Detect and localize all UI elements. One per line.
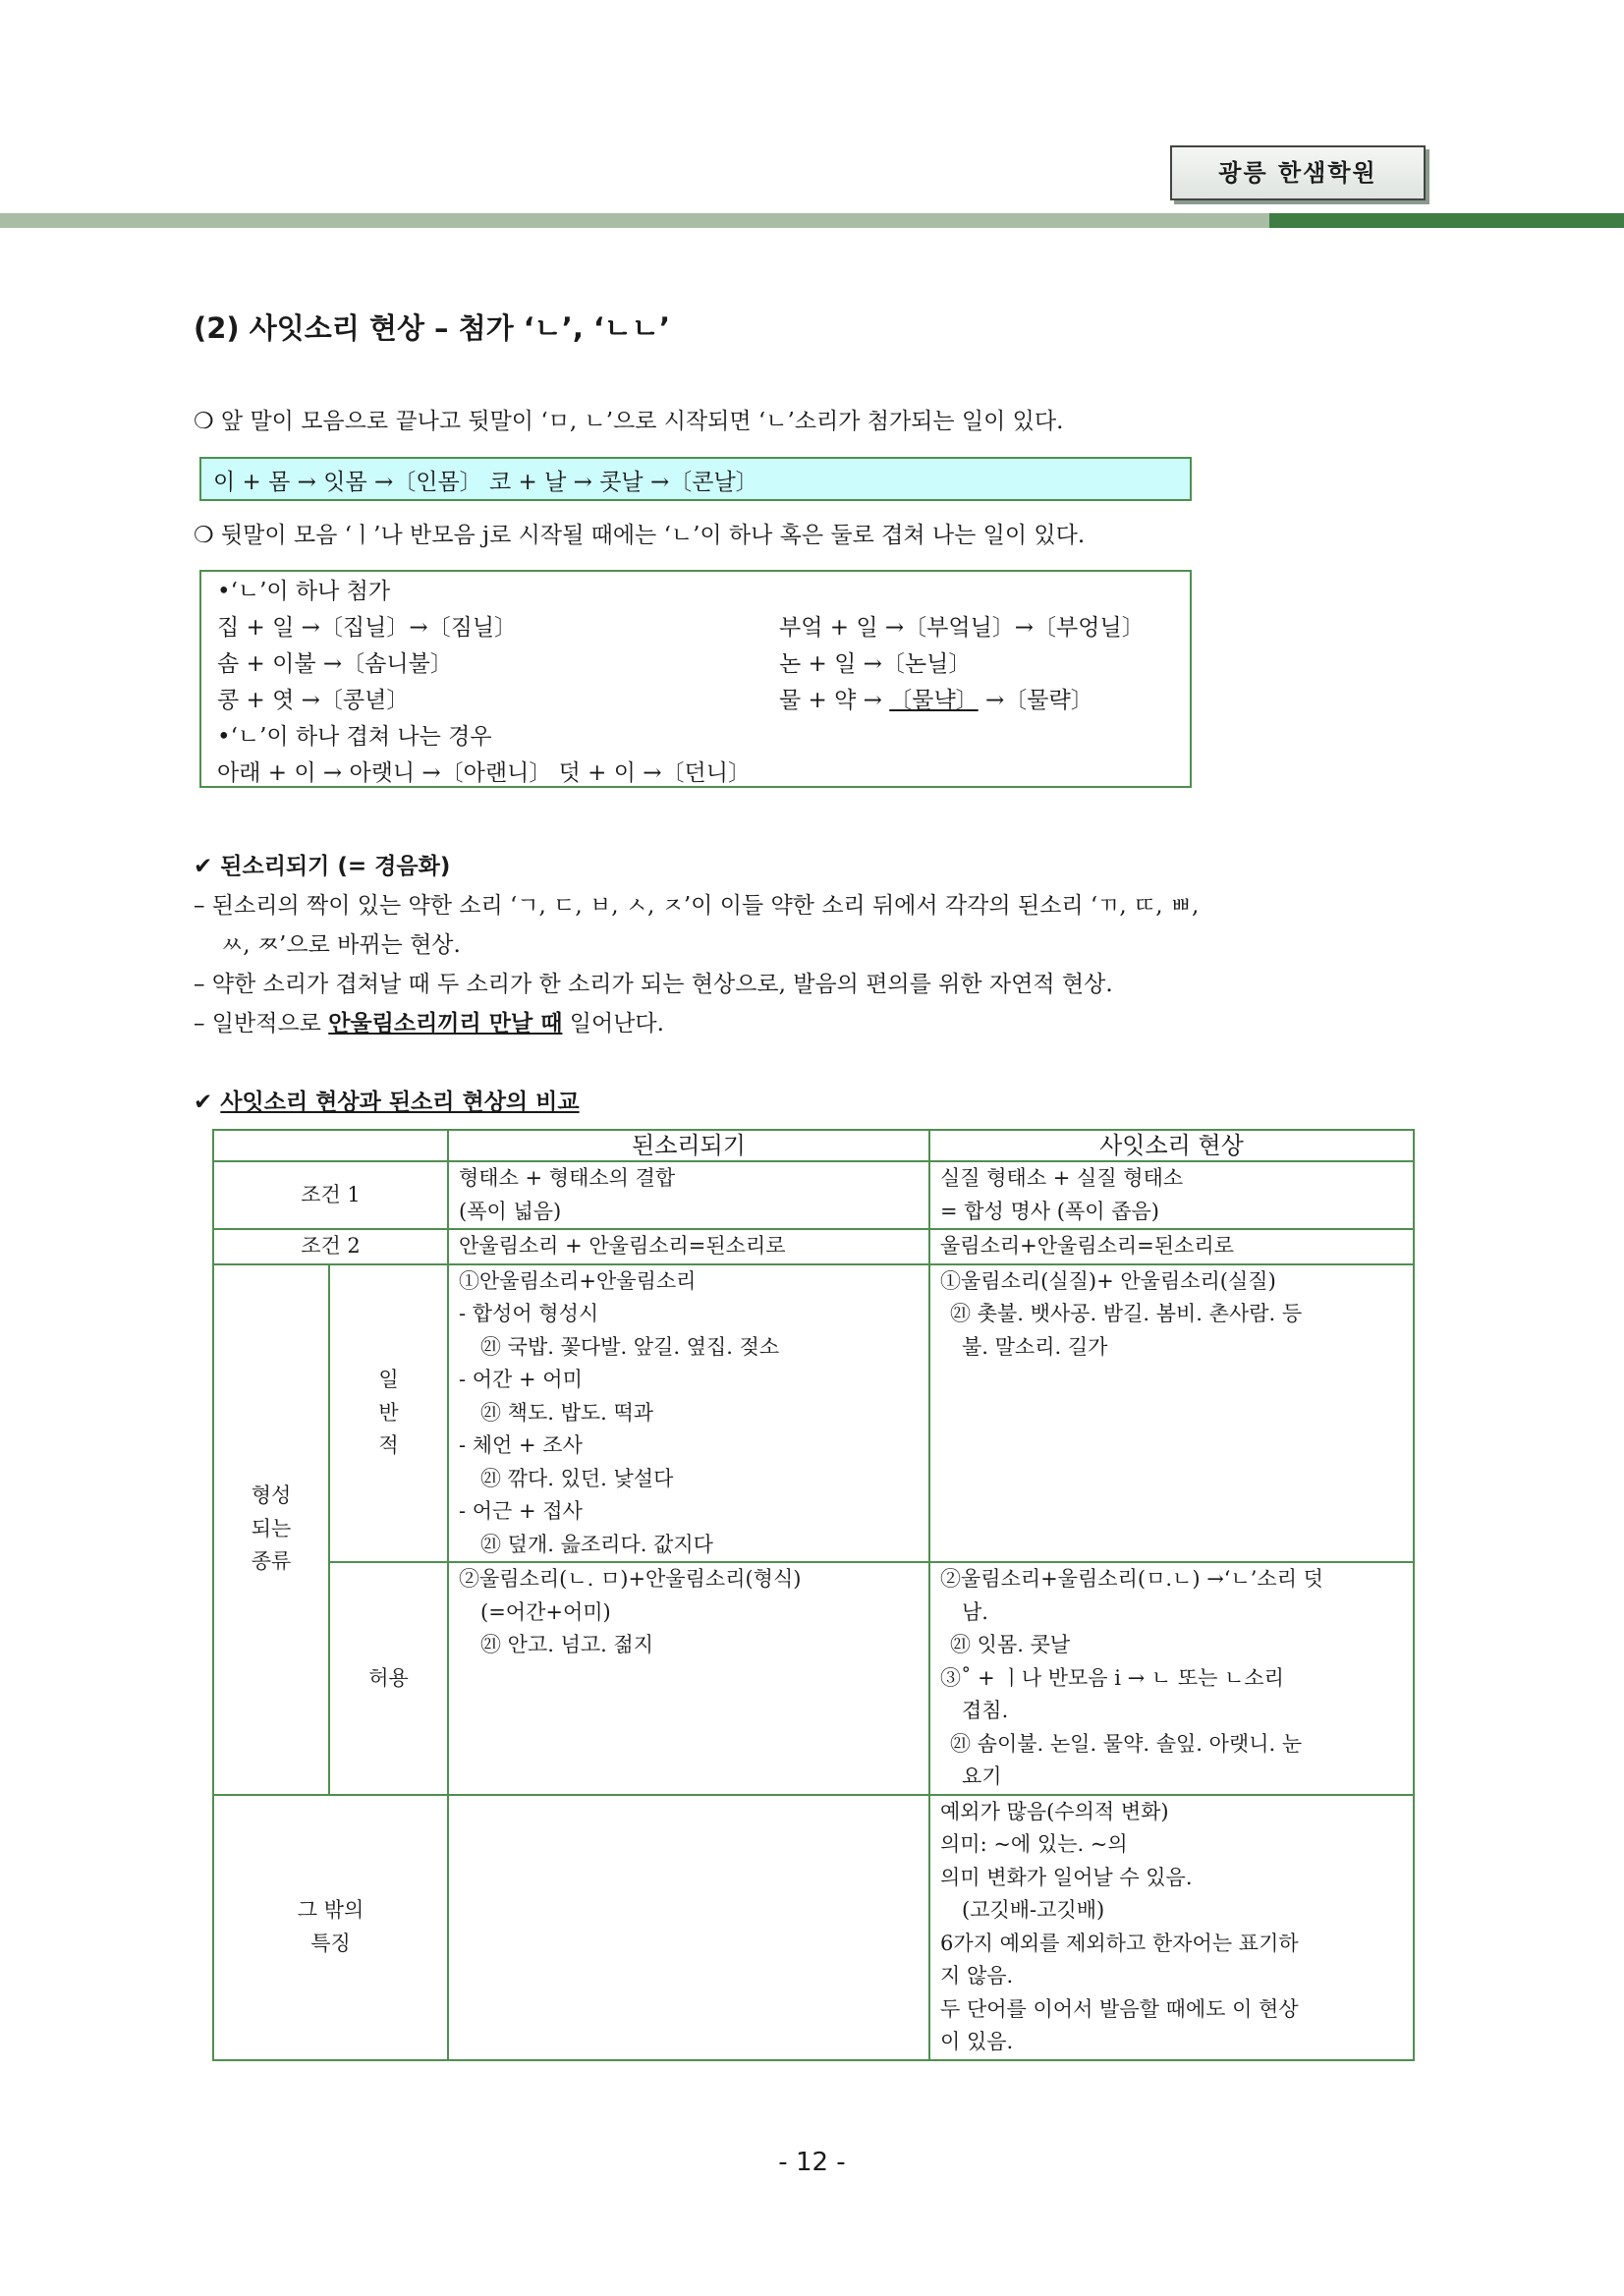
cell-other-saisiot [929,1795,1414,2060]
header-bar-accent [1269,213,1624,228]
cell-line: (고깃배-고깃배) [962,1898,1105,1922]
row-label-cond2: 조건 2 [213,1229,448,1264]
row-label-other [213,1795,448,2060]
section-heading-fortition: ✔ 된소리되기 (= 경음화) [194,854,451,879]
bullet-1: ❍ 앞 말이 모음으로 끝나고 뒷말이 ‘ㅁ, ㄴ’으로 시작되면 ‘ㄴ’소리가 첨가되는 일이 있다. [194,409,1064,434]
cell-allow-saisiot [929,1562,1414,1795]
cell-allow-fortition [448,1562,929,1795]
cell-line: (=어간+어미) [480,1599,611,1624]
cell-line: ㉑ 안고. 넘고. 젊지 [480,1633,654,1656]
cell-line: 일 [378,1368,399,1391]
cell-line: 요기 [962,1764,1002,1788]
example-box-1: 이 + 몸 → 잇몸 →〔인몸〕 코 + 날 → 콧날 →〔콘날〕 [199,457,1192,501]
line-underlined: 안울림소리끼리 만날 때 [328,1011,563,1036]
cell-line: 6가지 예외를 제외하고 한자어는 표기하 [940,1931,1299,1955]
cell-general-saisiot [929,1264,1414,1563]
cell-line: - 어근 + 접사 [459,1499,583,1523]
cell-cond2-saisiot: 울림소리+안울림소리=된소리로 [929,1229,1414,1264]
cell-line: 형성 [251,1484,292,1508]
line-text: 일어난다. [562,1011,664,1036]
example-item: 부엌 + 일 →〔부엌닐〕→〔부엉닐〕 [779,615,1145,641]
cell-line: 되는 [251,1516,292,1540]
cell-line: 특징 [310,1931,351,1955]
header-saisiot: 사잇소리 현상 [929,1130,1414,1161]
row-label-cond1: 조건 1 [213,1161,448,1229]
cell-line: 그 밖의 [297,1898,364,1922]
cell-line: 실질 형태소 + 실질 형태소 [940,1166,1184,1190]
cell-line: ㉑ 책도. 밥도. 떡과 [480,1400,654,1425]
page-title: (2) 사잇소리 현상 – 첨가 ‘ㄴ’, ‘ㄴㄴ’ [194,311,671,345]
row-label-allow: 허용 [329,1562,448,1795]
cell-line: 의미: ~에 있는. ~의 [940,1832,1128,1856]
academy-badge: 광릉 한샘학원 [1170,145,1426,200]
cell-line: ③˚ + ㅣ나 반모음 i → ㄴ 또는 ㄴ소리 [940,1665,1284,1690]
fortition-line-3: – 약한 소리가 겹쳐날 때 두 소리가 한 소리가 되는 현상으로, 발음의 편의를 위한 자연적 현상. [194,972,1113,997]
example-item: 솜 + 이불 →〔솜니불〕 [217,651,453,677]
fortition-line-2: ㅆ, ㅉ’으로 바뀌는 현상. [221,932,461,958]
example-item: 집 + 일 →〔집닐〕→〔짐닐〕 [217,615,518,641]
example-item [779,683,1093,719]
comparison-table [212,1129,1415,2061]
table-corner [213,1130,448,1161]
cell-line: - 합성어 형성시 [459,1302,599,1325]
header-bar [0,213,1269,228]
cell-line: 반 [378,1400,399,1425]
cell-line: ㉑ 국밥. 꽃다발. 앞길. 옆집. 젖소 [480,1334,780,1359]
cell-line: 이 있음. [940,2030,1014,2053]
cell-line: ㉑ 촛불. 뱃사공. 밤길. 봄비. 촌사람. 등 [950,1302,1303,1325]
cell-line: ①안울림소리+안울림소리 [459,1268,697,1293]
check-icon: ✔ [194,1090,213,1115]
cell-line: ㉑ 잇몸. 콧날 [950,1633,1071,1656]
comparison-title: 사잇소리 현상과 된소리 현상의 비교 [220,1090,580,1115]
cell-cond1-saisiot [929,1161,1414,1229]
cell-line: 형태소 + 형태소의 결합 [459,1166,676,1190]
cell-line: = 합성 명사 (폭이 좁음) [940,1199,1159,1223]
section-heading-comparison [194,1084,580,1116]
example-subheading: •‘ㄴ’이 하나 겹쳐 나는 경우 [217,724,492,750]
cell-line: 적 [378,1433,399,1457]
cell-line: ㉑ 덮개. 읊조리다. 값지다 [480,1532,713,1556]
header-fortition: 된소리되기 [448,1130,929,1161]
cell-line: ②울림소리(ㄴ. ㅁ)+안울림소리(형식) [459,1567,802,1591]
cell-other-fortition [448,1795,929,2060]
cell-cond1-fortition [448,1161,929,1229]
line-text: – 일반적으로 [194,1011,329,1036]
example-text: →〔물략〕 [978,688,1093,713]
page-number: - 12 - [778,2148,846,2177]
cell-line: 종류 [251,1549,292,1574]
example-item: 콩 + 엿 →〔콩녇〕 [217,688,410,713]
example-box-2 [199,570,1192,788]
cell-line: ㉑ 솜이불. 논일. 물약. 솔잎. 아랫니. 눈 [950,1731,1303,1756]
cell-line: 의미 변화가 일어날 수 있음. [940,1865,1193,1889]
cell-line: - 체언 + 조사 [459,1433,583,1457]
example-item: 논 + 일 →〔논닐〕 [779,651,972,677]
row-label-general [329,1264,448,1563]
cell-line: 겹침. [962,1699,1009,1722]
fortition-line-4 [194,1005,664,1037]
cell-line: 예외가 많음(수의적 변화) [940,1799,1169,1823]
cell-line: (폭이 넓음) [459,1199,562,1223]
example-subheading: •‘ㄴ’이 하나 첨가 [217,579,391,604]
cell-line: ②울림소리+울림소리(ㅁ.ㄴ) →‘ㄴ’소리 덧 [940,1567,1323,1591]
cell-line: - 어간 + 어미 [459,1368,583,1391]
cell-line: ㉑ 깎다. 있던. 낯설다 [480,1466,674,1490]
example-item: 아래 + 이 → 아랫니 →〔아랜니〕 덧 + 이 →〔던니〕 [217,760,751,786]
bullet-2: ❍ 뒷말이 모음 ‘ㅣ’나 반모음 j로 시작될 때에는 ‘ㄴ’이 하나 혹은 둘로 겹쳐 나는 일이 있다. [194,523,1086,548]
cell-line: 남. [962,1599,988,1624]
cell-line: ①울림소리(실질)+ 안울림소리(실질) [940,1268,1276,1293]
cell-line: 불. 말소리. 길가 [962,1334,1108,1359]
cell-line: 두 단어를 이어서 발음할 때에도 이 현상 [940,1996,1299,2021]
example-underlined: 〔물냑〕 [889,688,979,713]
cell-cond2-fortition: 안울림소리 + 안울림소리=된소리로 [448,1229,929,1264]
fortition-line-1: – 된소리의 짝이 있는 약한 소리 ‘ㄱ, ㄷ, ㅂ, ㅅ, ㅈ’이 이들 약한 소리 뒤에서 각각의 된소리 ‘ㄲ, ㄸ, ㅃ, [194,893,1200,919]
example-text: 물 + 약 → [779,688,890,713]
cell-general-fortition [448,1264,929,1563]
row-label-kind [213,1264,329,1795]
cell-line: 지 않음. [940,1964,1014,1988]
